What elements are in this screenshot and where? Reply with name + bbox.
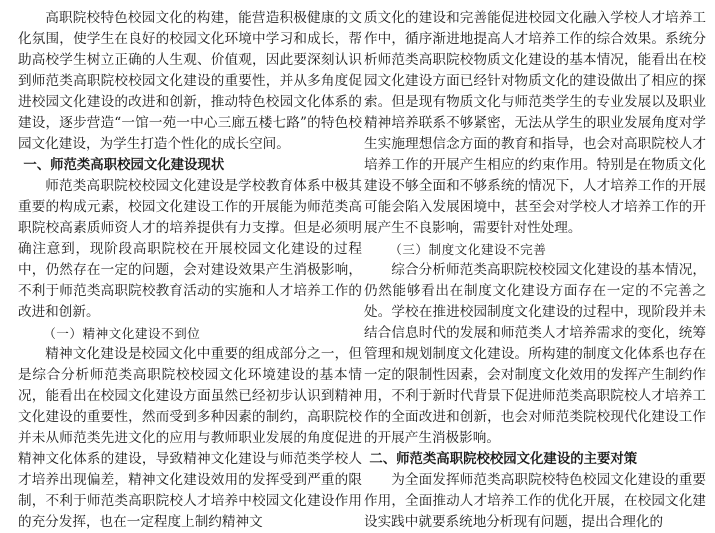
countermeasures-paragraph: 为全面发挥师范类高职院校特色校园文化建设的重要作用，全面推动人才培养工作的优化开展，在校园文化建设实践中就要系统地分析现有问题，提出合理化的 bbox=[364, 472, 706, 530]
section-heading-1: 一、师范类高职校园文化建设现状 bbox=[23, 158, 225, 173]
left-column bbox=[18, 8, 362, 533]
spiritual-culture-paragraph: 精神文化建设是校园文化中重要的组成部分之一，但是综合分析师范类高职院校校园文化环境建设的基本情况，能看出在校园文化建设方面虽然已经初步认识到精神文化建设的重要性，然而受到多种因素的制约，高职院校并未从师范类先进文化的应用与教师职业发展的角度促进精神文化体系的建设，导致精神文化建设与师范类学校人才培养出现偏差，精神文化建设效用的发挥受到严重的限制，不利于师范类高职院校人才培养中校园文化建设作用的充分发挥，也在一定程度上制约精神文 bbox=[18, 346, 362, 530]
section-heading-2: 二、师范类高职院校校园文化建设的主要对策 bbox=[369, 452, 638, 467]
right-column bbox=[364, 8, 706, 533]
intro-paragraph: 高职院校特色校园文化的构建，能营造积极健康的文化氛围，使学生在良好的校园文化环境中学习和成长，帮助高校学生树立正确的人生观、价值观，因此要深刻认识到师范类高职院校校园文化建设的重要性，并从多角度促进校园文化建设的改进和创新，推动特色校园文化体系的建设，逐步营造“一馆一苑一中心三廊五楼七路”的特色校园文化建设，为学生打造个性化的成长空间。 bbox=[18, 10, 362, 152]
subsection-heading-1: （一）精神文化建设不到位 bbox=[43, 326, 201, 341]
material-culture-continued-paragraph: 质文化的建设和完善能促进校园文化融入学校人才培养工作中，循序渐进地提高人才培养工作的综合效果。系统分析师范类高职院校物质文化建设的基本情况，能看出在校园文化建设方面已经针对物质文化的建设做出了相应的探索。但是现有物质文化与师范类学生的专业发展以及职业精神培养联系不够紧密，无法从学生的职业发展角度对学生实施理想信念方面的教育和指导，也会对高职院校人才培养工作的开展产生相应的约束作用。特别是在物质文化建设不够全面和不够系统的情况下，人才培养工作的开展可能会陷入发展困境中，甚至会对学校人才培养工作的开展产生不良影响，需要针对性处理。 bbox=[364, 10, 706, 236]
status-paragraph: 师范类高职院校校园文化建设是学校教育体系中极其重要的构成元素，校园文化建设工作的开展能为师范类高职院校高素质师资人才的培养提供有力支撑。但是必须明确注意到，现阶段高职院校在开展校园文化建设的过程中，仍然存在一定的问题，会对建设效果产生消极影响，不利于师范类高职院校教育活动的实施和人才培养工作的改进和创新。 bbox=[18, 178, 362, 320]
subsection-heading-3: （三）制度文化建设不完善 bbox=[389, 242, 547, 257]
institutional-culture-paragraph: 综合分析师范类高职院校校园文化建设的基本情况，仍然能够看出在制度文化建设方面存在一定的不完善之处。学校在推进校园制度文化建设的过程中，现阶段并未结合信息时代的发展和师范类人才培养需求的变化，统筹管理和规划制度文化建设。所构建的制度文化体系也存在一定的限制性因素，会对制度文化效用的发挥产生制约作用，不利于新时代背景下促进师范类高职院校人才培养工作的全面改进和创新，也会对师范类院校现代化建设工作的开展产生消极影响。 bbox=[364, 262, 706, 446]
